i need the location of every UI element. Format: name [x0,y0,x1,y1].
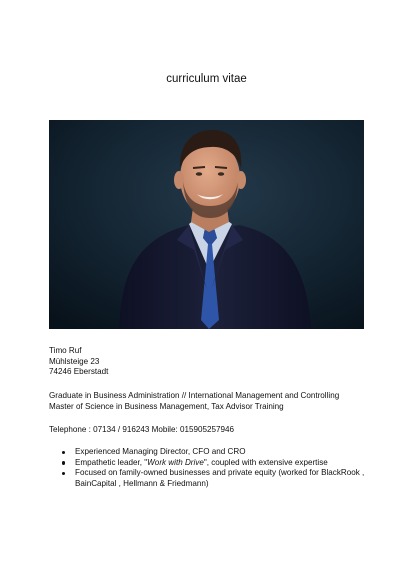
bullet-text-emphasis: Work with Drive [147,457,204,467]
bullet-text-suffix: ", coupled with extensive expertise [203,457,328,467]
list-item [49,468,379,489]
bullet-text-prefix: Empathetic leader, " [75,457,148,467]
education-block [49,391,339,412]
bullet-text: BainCapital , Hellmann & Friedmann) [75,478,209,488]
list-item [49,458,379,469]
document-title: curriculum vitae [166,73,247,85]
bullet-text: Experienced Managing Director, CFO and CRO [75,447,246,456]
bullet-icon [62,461,65,464]
bullet-text: Focused on family-owned businesses and private equity (worked for BlackRook , [75,468,365,478]
street-address: Mühlsteige 23 [49,356,100,366]
person-name: Timo Ruf [49,346,82,355]
bullet-icon [62,451,65,454]
list-item [49,447,379,458]
address-block [49,346,108,378]
portrait-photo [49,120,364,329]
bullet-icon [62,472,65,475]
contact-line: Telephone : 07134 / 916243 Mobile: 015905257946 [49,425,234,434]
highlights-list [49,447,379,489]
education-line: Master of Science in Business Management, Tax Advisor Training [49,401,284,411]
education-line: Graduate in Business Administration // International Management and Controlling [49,391,340,400]
city-address: 74246 Eberstadt [49,367,109,377]
